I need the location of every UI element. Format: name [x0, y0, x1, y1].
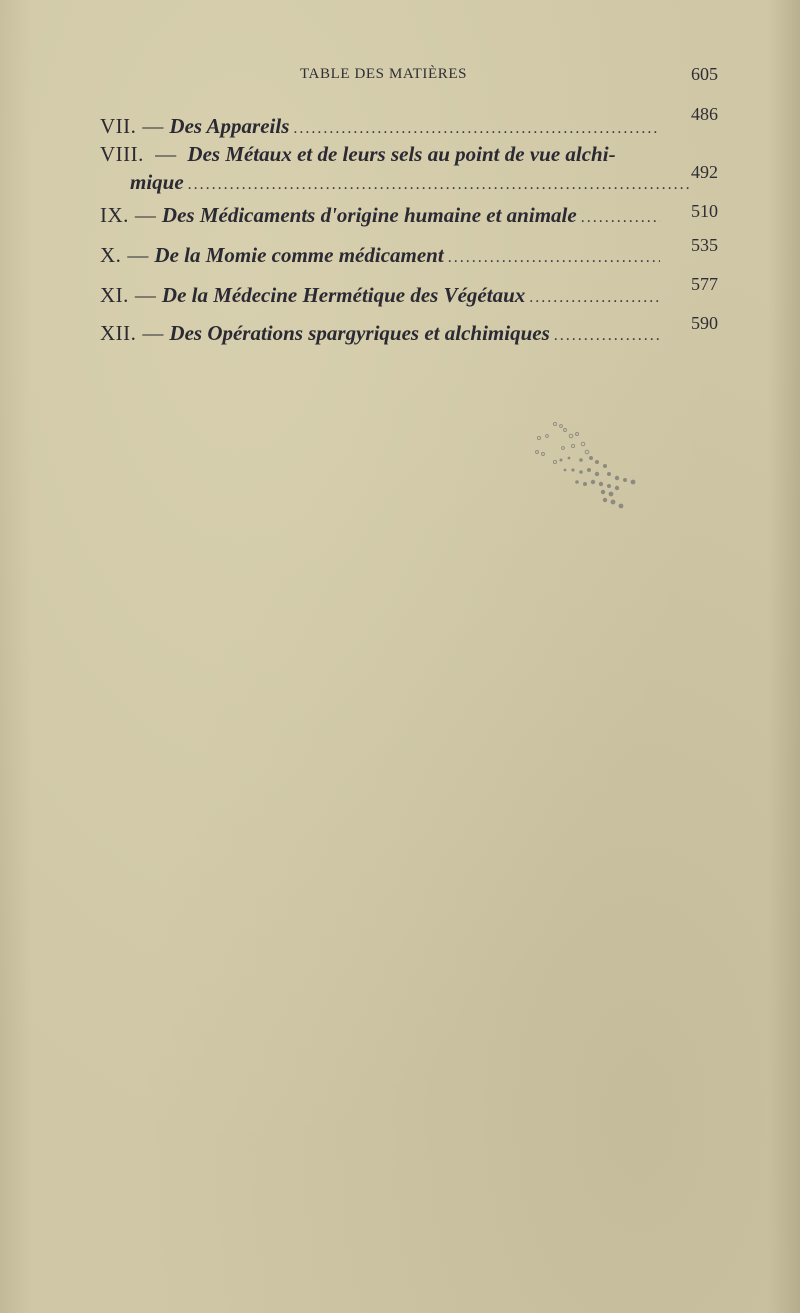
ornament-dot: [564, 429, 567, 432]
ornament-dot: [536, 451, 539, 454]
ornament-dot: [575, 480, 579, 484]
ornament-dot: [560, 459, 563, 462]
ornament-dot: [560, 425, 563, 428]
ornament-dot: [587, 468, 591, 472]
toc-entry: [100, 104, 718, 143]
toc-entry: [100, 274, 718, 312]
chapter-page: 590: [691, 313, 718, 333]
ornament-dot: [585, 450, 589, 454]
chapter-title: De la Momie comme médicament: [154, 243, 444, 267]
chapter-page: 492: [691, 162, 718, 182]
ornament-dot: [623, 478, 627, 482]
chapter-page: 535: [691, 235, 718, 255]
page-number: 605: [691, 64, 718, 84]
ornament-dot: [562, 447, 565, 450]
chapter-dash: —: [155, 142, 177, 166]
ornament-dot: [603, 498, 607, 502]
ornament-dot: [579, 458, 583, 462]
toc-entry: [100, 313, 718, 350]
ornament-dot: [568, 457, 571, 460]
ornament-dot: [537, 436, 540, 439]
chapter-page: 577: [691, 274, 718, 294]
ornament-dot: [553, 460, 556, 463]
ornament-dot: [603, 464, 607, 468]
ornament-dot: [546, 435, 549, 438]
ornament-dot: [619, 504, 624, 509]
printer-ornament-icon: [525, 418, 665, 518]
chapter-page: 510: [691, 201, 718, 221]
ornament-dot: [542, 453, 545, 456]
ornament-dot: [631, 480, 636, 485]
ornament-dot: [569, 434, 573, 438]
toc-entry: [100, 201, 718, 232]
chapter-dash: —: [142, 114, 164, 138]
chapter-dash: —: [142, 321, 164, 345]
chapter-title: De la Médecine Hermétique des Végétaux: [161, 283, 526, 307]
chapter-title: Des Opérations spargyriques et alchimiques: [169, 321, 550, 345]
dot-leader: [293, 115, 660, 143]
chapter-title: Des Métaux et de leurs sels au point de vue alchi-: [187, 142, 616, 166]
ornament-dot: [609, 492, 614, 497]
ornament-dot: [615, 476, 619, 480]
ornament-dot: [571, 444, 574, 447]
chapter-numeral: VII.: [100, 114, 137, 138]
ornament-dot: [599, 482, 603, 486]
ornament-dot: [571, 468, 574, 471]
ornament-dot: [607, 484, 611, 488]
chapter-numeral: X.: [100, 243, 122, 267]
chapter-numeral: IX.: [100, 203, 129, 227]
dot-leader: [448, 244, 660, 272]
ornament-dot: [595, 472, 599, 476]
ornament-dot: [589, 456, 593, 460]
dot-leader: [188, 171, 690, 199]
running-head: [100, 64, 718, 88]
chapter-title: Des Médicaments d'origine humaine et animale: [161, 203, 577, 227]
toc-entry: [100, 235, 718, 272]
ornament-dot: [595, 460, 599, 464]
running-head-title: TABLE DES MATIÈRES: [300, 66, 468, 82]
ornament-dot: [583, 482, 587, 486]
ornament-dot: [601, 490, 605, 494]
chapter-dash: —: [134, 283, 156, 307]
toc-entry: [100, 140, 718, 199]
chapter-numeral: XI.: [100, 283, 129, 307]
chapter-numeral: VIII.: [100, 142, 144, 166]
ornament-dot: [607, 472, 611, 476]
ornament-dot: [579, 470, 583, 474]
dot-leader: [554, 322, 660, 350]
chapter-title-continuation: mique: [130, 170, 184, 194]
dot-leader: [529, 284, 660, 312]
ornament-dot: [611, 500, 616, 505]
chapter-title: Des Appareils: [169, 114, 290, 138]
ornament-dot: [591, 480, 595, 484]
dot-leader: [581, 204, 660, 232]
chapter-dash: —: [127, 243, 149, 267]
ornament-dot: [553, 422, 556, 425]
ornament-dot: [576, 433, 579, 436]
ornament-dot: [615, 486, 619, 490]
ornament-dot: [581, 442, 585, 446]
chapter-page: 486: [691, 104, 718, 124]
chapter-numeral: XII.: [100, 321, 137, 345]
chapter-dash: —: [134, 203, 156, 227]
ornament-dot: [564, 469, 567, 472]
